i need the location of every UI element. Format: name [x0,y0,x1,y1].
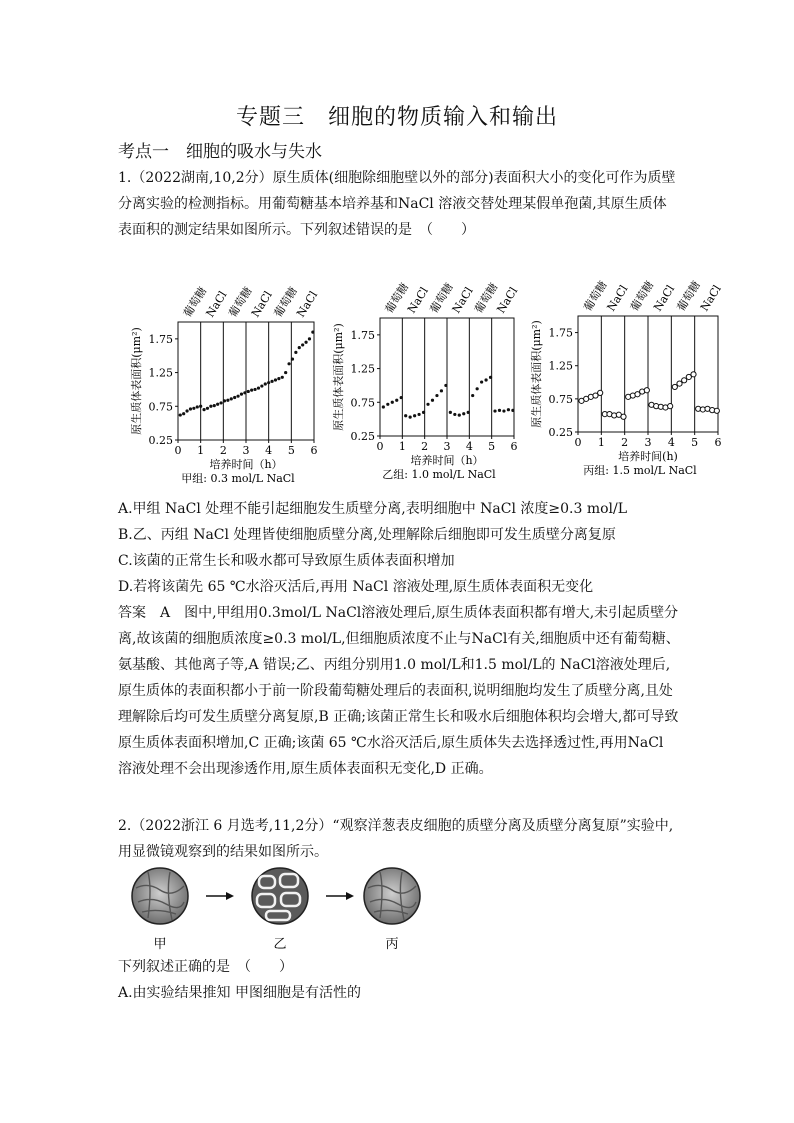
data-point [223,399,226,402]
data-point [206,407,209,410]
data-point [291,357,294,360]
data-point [417,413,420,416]
data-point [382,405,385,408]
page-title: 专题三 细胞的物质输入和输出 [235,105,558,130]
data-point [677,381,682,386]
data-point [264,382,267,385]
data-point [260,384,263,387]
data-point [458,413,461,416]
data-point [426,403,429,406]
cell-label-bing: 丙 [385,937,399,952]
data-point [471,394,474,397]
x-tick-label: 3 [443,440,451,453]
data-point [253,388,256,391]
x-tick-label: 6 [310,444,318,457]
cell-jia-image [132,868,188,924]
data-point [270,380,273,383]
y-tick-label: 1.75 [350,328,375,342]
data-point [236,395,239,398]
section-heading: 考点一 细胞的吸水与失水 [118,142,322,162]
question-2-stem: 2.（2022浙江 6 月选考,11,2分）“观察洋葱表皮细胞的质壁分离及质壁分离复原”实验中,用显微镜观察到的结果如图所示。 [118,818,674,860]
x-tick-label: 5 [488,440,496,453]
phase-label: 葡萄糖 [226,284,255,320]
x-axis-label: 培养时间（h） [410,454,484,467]
phase-label: NaCl [248,288,275,320]
phase-label: 葡萄糖 [674,278,704,314]
option-b: B.乙、丙组 NaCl 处理皆使细胞质壁分离,处理解除后细胞即可发生质壁分离复原 [118,527,616,543]
x-tick-label: 0 [174,444,182,457]
arrow-icon [206,892,234,900]
data-point [226,399,229,402]
x-tick-label: 1 [398,440,406,453]
x-tick-label: 3 [644,436,652,449]
data-point [257,386,260,389]
phase-label: 葡萄糖 [382,280,412,316]
x-tick-label: 6 [714,436,722,449]
data-point [311,331,314,334]
x-tick-label: 4 [265,444,273,457]
phase-label: NaCl [405,284,431,316]
question-2-option-a: A.由实验结果推知 甲图细胞是有活性的 [118,985,362,1001]
x-tick-label: 2 [421,440,429,453]
x-tick-label: 1 [597,436,605,449]
y-axis-label: 原生质体表面积(μm²) [530,320,543,428]
y-tick-label: 1.25 [148,366,173,380]
data-point [386,403,389,406]
data-point [404,414,407,417]
data-point [502,409,505,412]
data-point [294,351,297,354]
data-point [598,390,603,395]
data-point [284,371,287,374]
data-point [179,413,182,416]
data-point [511,409,514,412]
y-axis-label: 原生质体表面积(μm²) [332,323,345,431]
data-point [395,399,398,402]
y-tick-label: 1.25 [350,362,375,376]
x-tick-label: 6 [510,440,518,453]
data-point [507,408,510,411]
y-tick-label: 1.25 [548,359,573,373]
data-point [202,408,205,411]
data-point [267,381,270,384]
data-point [298,346,301,349]
data-point [431,399,434,402]
data-point [449,411,452,414]
arrow-icon [326,892,354,900]
data-point [621,414,626,419]
cell-bing-image [364,868,420,924]
phase-label: 葡萄糖 [627,278,657,314]
y-tick-label: 1.75 [148,332,173,346]
y-axis-label: 原生质体表面积(μm²) [130,327,143,435]
answer-explanation: 答案 A 图中,甲组用0.3mol/L NaCl溶液处理后,原生质体表面积都有增大,未引起质壁分离,故该菌的细胞质浓度≥0.3 mol/L,但细胞质浓度不止与NaCl有关,细胞质中还有葡萄糖、氨基酸、其他离子等,A 错误;乙、丙组分别用1.0 mol/L和1.5 mol/L的 NaCl溶液处理后,原生质体的表面积都小于前一阶段葡萄糖处理后的表面积,说明细胞均发生了质壁分离,且处理解除后均可发生质壁分离复原,B 正确;该菌正常生长和吸水后细胞体积均会增大,都可导致原生质体表面积增加,C 正确;该菌 65 ℃水浴灭活后,原生质体失去选择透过性,再用NaCl 溶液处理不会出现渗透作用,原生质体表面积无变化,D 正确。 [118,605,680,777]
data-point [277,377,280,380]
x-axis-label: 培养时间(h) [618,450,678,463]
y-tick-label: 0.75 [350,396,375,410]
x-tick-label: 0 [376,440,384,453]
option-a: A.甲组 NaCl 处理不能引起细胞发生质壁分离,表明细胞中 NaCl 浓度≥0.3 mol/L [118,501,628,517]
data-point [233,396,236,399]
data-point [440,389,443,392]
data-point [462,412,465,415]
data-point [682,378,687,383]
x-tick-label: 5 [287,444,295,457]
data-point [476,387,479,390]
phase-label: NaCl [697,282,724,314]
phase-label: NaCl [604,282,631,314]
data-point [489,376,492,379]
phase-label: NaCl [651,282,678,314]
data-point [189,407,192,410]
data-point [498,409,501,412]
data-point [240,393,243,396]
x-tick-label: 1 [197,444,205,457]
data-point [308,337,311,340]
phase-label: 葡萄糖 [427,280,456,316]
chart-caption: 丙组: 1.5 mol/L NaCl [583,464,697,477]
cell-label-yi: 乙 [273,937,287,952]
data-point [714,408,719,413]
data-point [213,404,216,407]
question-2-ask: 下列叙述正确的是 （ ） [118,959,293,975]
x-tick-label: 3 [242,444,250,457]
chart-caption: 乙组: 1.0 mol/L NaCl [382,468,496,481]
data-point [250,389,253,392]
data-point [196,405,199,408]
data-point [247,390,250,393]
data-point [493,409,496,412]
data-point [199,405,202,408]
chart-caption: 甲组: 0.3 mol/L NaCl [181,472,295,485]
data-point [644,388,649,393]
phase-label: NaCl [203,288,230,320]
y-tick-label: 0.25 [350,430,375,443]
phase-label: 葡萄糖 [271,284,301,320]
data-point [182,412,185,415]
y-tick-label: 0.75 [148,400,173,414]
cell-micrographs [118,858,678,958]
cell-label-jia: 甲 [153,937,167,952]
y-tick-label: 0.75 [548,392,573,406]
data-point [192,407,195,410]
cell-yi-image [252,868,308,924]
data-point [409,416,412,419]
x-axis-label: 培养时间（h） [209,458,283,471]
data-point [209,405,212,408]
data-point [219,401,222,404]
phase-label: NaCl [294,288,321,320]
data-point [391,401,394,404]
data-point [243,391,246,394]
y-tick-label: 1.75 [548,326,573,340]
data-point [467,411,470,414]
question-1-stem: 1.（2022湖南,10,2分）原生质体(细胞除细胞壁以外的部分)表面积大小的变化可作为质壁分离实验的检测指标。用葡萄糖基本培养基和NaCl 溶液交替处理某假单孢菌,其原生质体表面积的测定结果如图所示。下列叙述错误的是 （ ） [118,170,676,238]
y-tick-label: 0.25 [148,434,173,447]
x-tick-label: 2 [219,444,227,457]
x-tick-label: 5 [691,436,699,449]
x-tick-label: 2 [621,436,629,449]
data-point [435,394,438,397]
data-point [281,376,284,379]
data-point [301,343,304,346]
data-point [287,362,290,365]
phase-label: NaCl [494,284,521,316]
data-point [400,396,403,399]
data-point [480,380,483,383]
data-point [484,378,487,381]
data-point [422,411,425,414]
option-d: D.若将该菌先 65 ℃水浴灭活后,再用 NaCl 溶液处理,原生质体表面积无变化 [118,579,594,595]
data-point [304,341,307,344]
data-point [185,409,188,412]
phase-label: 葡萄糖 [472,280,501,316]
data-point [672,384,677,389]
data-point [274,378,277,381]
data-point [230,397,233,400]
data-point [413,414,416,417]
option-c: C.该菌的正常生长和吸水都可导致原生质体表面积增加 [118,553,455,569]
x-tick-label: 0 [574,436,582,449]
data-point [216,403,219,406]
y-tick-label: 0.25 [548,426,573,439]
x-tick-label: 4 [667,436,675,449]
phase-label: NaCl [449,284,476,316]
question-1-charts [0,262,794,492]
phase-label: 葡萄糖 [581,278,610,314]
phase-label: 葡萄糖 [180,284,210,320]
data-point [444,384,447,387]
x-tick-label: 4 [465,440,473,453]
data-point [668,404,673,409]
data-point [691,372,696,377]
data-point [453,413,456,416]
